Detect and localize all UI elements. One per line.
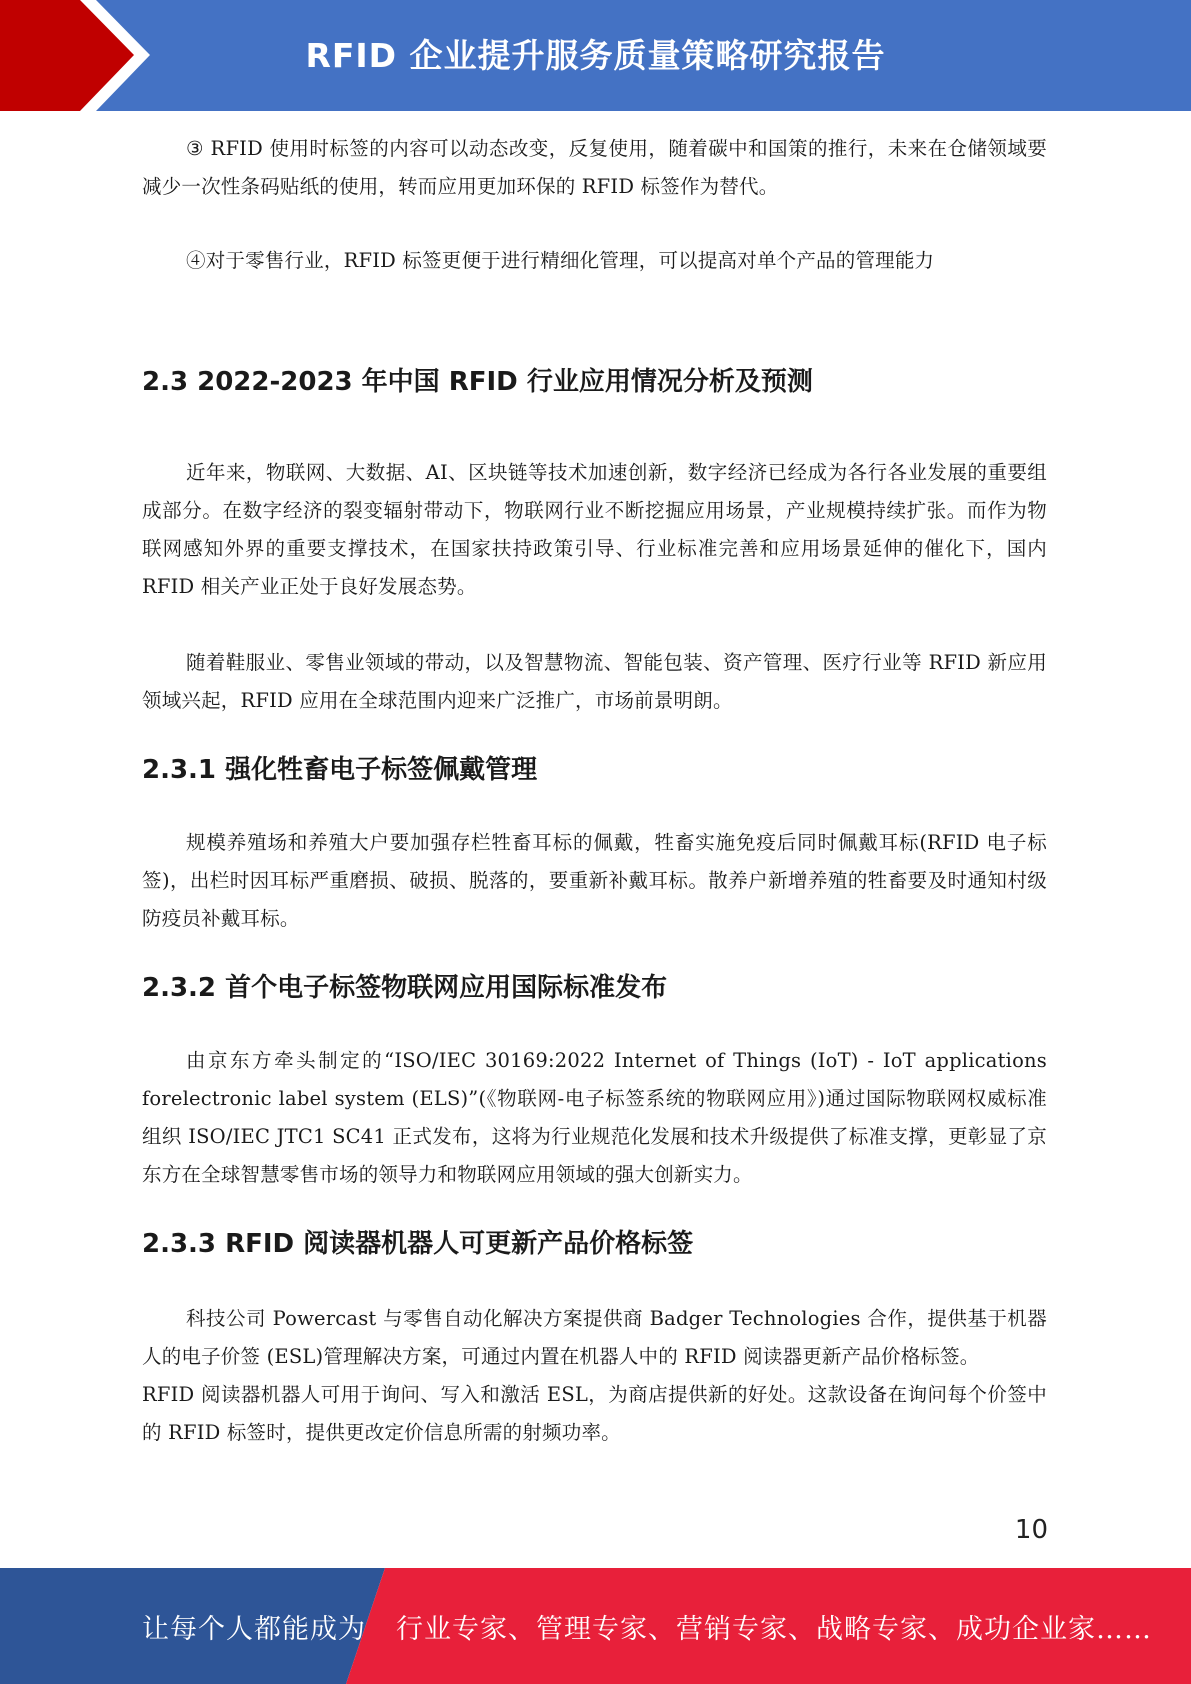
- footer-slogan-left: 让每个人都能成为: [142, 1613, 366, 1645]
- paragraph: ④对于零售行业，RFID 标签更便于进行精细化管理，可以提高对单个产品的管理能力: [186, 249, 935, 272]
- paragraph: 随着鞋服业、零售业领域的带动，以及智慧物流、智能包装、资产管理、医疗行业等 RFID 新应用领域兴起，RFID 应用在全球范围内迎来广泛推广，市场前景明朗。: [142, 651, 1047, 712]
- page-number: 10: [1014, 1515, 1048, 1545]
- paragraph: 科技公司 Powercast 与零售自动化解决方案提供商 Badger Technologies 合作，提供基于机器人的电子价签 (ESL)管理解决方案，可通过内置在机器人中的 RFID 阅读器更新产品价格标签。: [142, 1307, 1047, 1368]
- section-heading: 2.3.3 RFID 阅读器机器人可更新产品价格标签: [142, 1229, 694, 1259]
- section-heading: 2.3.2 首个电子标签物联网应用国际标准发布: [142, 973, 668, 1003]
- paragraph: RFID 阅读器机器人可用于询问、写入和激活 ESL，为商店提供新的好处。这款设备在询问每个价签中的 RFID 标签时，提供更改定价信息所需的射频功率。: [142, 1383, 1047, 1444]
- footer-band: [0, 1568, 1191, 1684]
- report-title: RFID 企业提升服务质量策略研究报告: [305, 36, 886, 75]
- paragraph: 由京东方牵头制定的“ISO/IEC 30169:2022 Internet of Things (IoT) - IoT applications forelectronic label system (ELS)”(《物联网-电子标签系统的物联网应用》)通过国际物联网权威标准组织 ISO/IEC JTC1 SC41 正式发布，这将为行业规范化发展和技术升级提供了标准支撑，更彰显了京东方在全球智慧零售市场的领导力和物联网应用领域的强大创新实力。: [142, 1049, 1047, 1186]
- page-content: [142, 130, 1047, 1452]
- footer-slogan-right: 行业专家、管理专家、营销专家、战略专家、成功企业家……: [396, 1613, 1152, 1645]
- paragraph: 规模养殖场和养殖大户要加强存栏牲畜耳标的佩戴，牲畜实施免疫后同时佩戴耳标(RFID 电子标签)，出栏时因耳标严重磨损、破损、脱落的，要重新补戴耳标。散养户新增养殖的牲畜要及时通知村级防疫员补戴耳标。: [142, 831, 1047, 930]
- paragraph: ③ RFID 使用时标签的内容可以动态改变，反复使用，随着碳中和国策的推行，未来在仓储领域要减少一次性条码贴纸的使用，转而应用更加环保的 RFID 标签作为替代。: [142, 137, 1047, 198]
- section-heading: 2.3 2022-2023 年中国 RFID 行业应用情况分析及预测: [142, 367, 813, 397]
- paragraph: 近年来，物联网、大数据、AI、区块链等技术加速创新，数字经济已经成为各行各业发展的重要组成部分。在数字经济的裂变辐射带动下，物联网行业不断挖掘应用场景，产业规模持续扩张。而作为物联网感知外界的重要支撑技术，在国家扶持政策引导、行业标准完善和应用场景延伸的催化下，国内 RFID 相关产业正处于良好发展态势。: [142, 461, 1047, 598]
- section-heading: 2.3.1 强化牲畜电子标签佩戴管理: [142, 755, 538, 785]
- header-band: [0, 0, 1191, 111]
